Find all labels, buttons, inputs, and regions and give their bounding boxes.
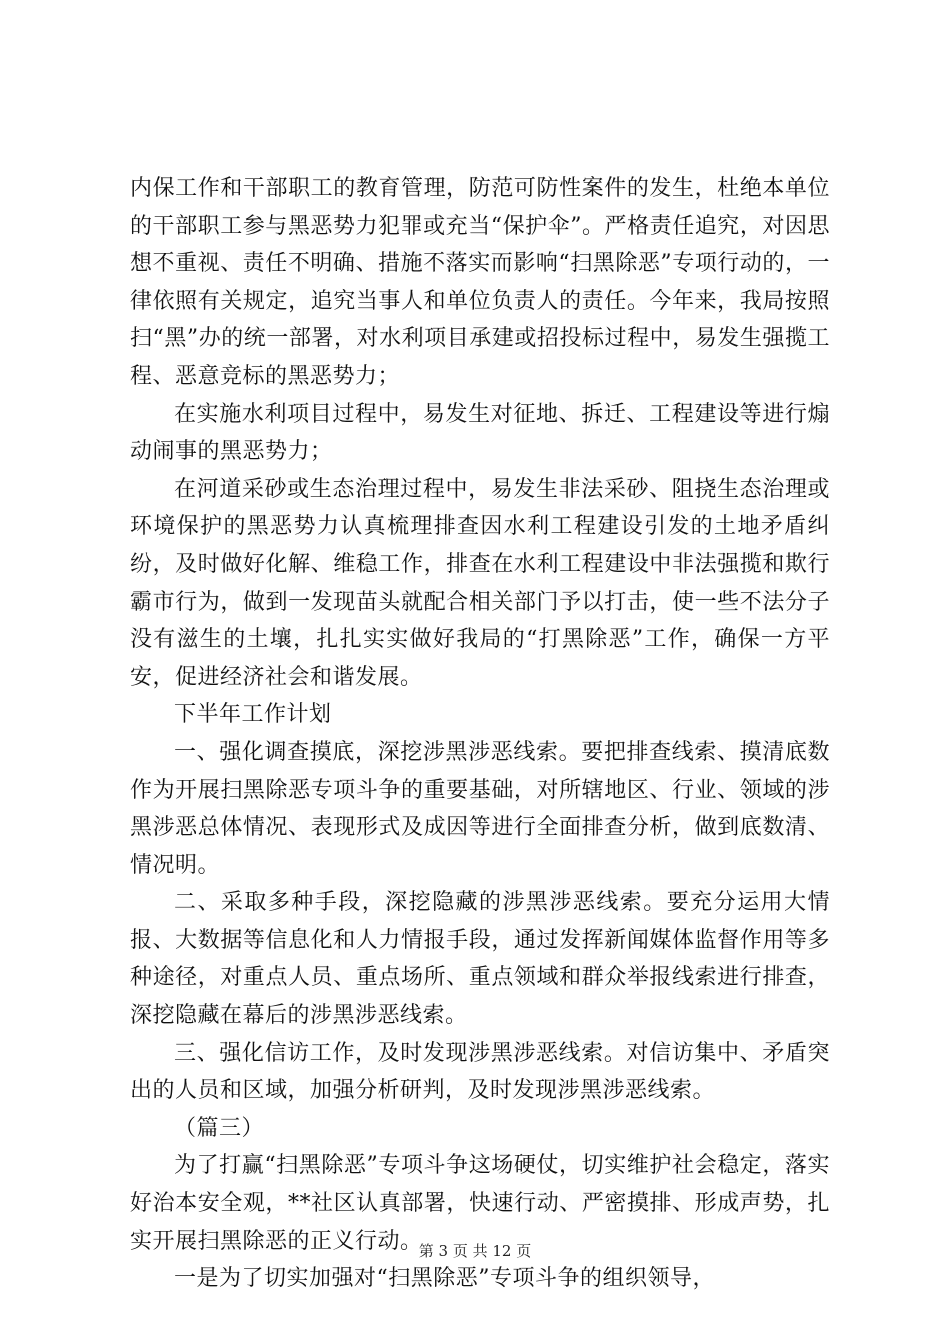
paragraph: 一、强化调查摸底，深挖涉黑涉恶线索。要把排查线索、摸清底数作为开展扫黑除恶专项斗争的重要基础，对所辖地区、行业、领域的涉黑涉恶总体情况、表现形式及成因等进行全面排查分析，做到底数清、情况明。 [130,739,830,878]
section-heading: （篇三） [174,1115,265,1141]
paragraph: 三、强化信访工作，及时发现涉黑涉恶线索。对信访集中、矛盾突出的人员和区域，加强分析研判，及时发现涉黑涉恶线索。 [130,1040,830,1104]
paragraph: 一是为了切实加强对“扫黑除恶”专项斗争的组织领导， [174,1266,715,1292]
paragraph: 二、采取多种手段，深挖隐藏的涉黑涉恶线索。要充分运用大情报、大数据等信息化和人力情报手段，通过发挥新闻媒体监督作用等多种途径，对重点人员、重点场所、重点领域和群众举报线索进行排查，深挖隐藏在幕后的涉黑涉恶线索。 [130,890,830,1029]
paragraph: 内保工作和干部职工的教育管理，防范可防性案件的发生，杜绝本单位的干部职工参与黑恶势力犯罪或充当“保护伞”。严格责任追究，对因思想不重视、责任不明确、措施不落实而影响“扫黑除恶”专项行动的，一律依照有关规定，追究当事人和单位负责人的责任。今年来，我局按照扫“黑”办的统一部署，对水利项目承建或招投标过程中，易发生强揽工程、恶意竞标的黑恶势力； [130,176,830,389]
paragraph: 在实施水利项目过程中，易发生对征地、拆迁、工程建设等进行煽动闹事的黑恶势力； [130,401,830,465]
page-number: 第 3 页 共 12 页 [418,1242,532,1260]
section-heading: 下半年工作计划 [174,702,332,728]
paragraph: 为了打赢“扫黑除恶”专项斗争这场硬仗，切实维护社会稳定，落实好治本安全观，**社区认真部署，快速行动、严密摸排、形成声势，扎实开展扫黑除恶的正义行动。 [130,1153,830,1254]
document-body [130,170,830,1298]
paragraph: 在河道采砂或生态治理过程中，易发生非法采砂、阻挠生态治理或环境保护的黑恶势力认真梳理排查因水利工程建设引发的土地矛盾纠纷，及时做好化解、维稳工作，排查在水利工程建设中非法强揽和欺行霸市行为，做到一发现苗头就配合相关部门予以打击，使一些不法分子没有滋生的土壤，扎扎实实做好我局的“打黑除恶”工作，确保一方平安，促进经济社会和谐发展。 [130,476,830,690]
